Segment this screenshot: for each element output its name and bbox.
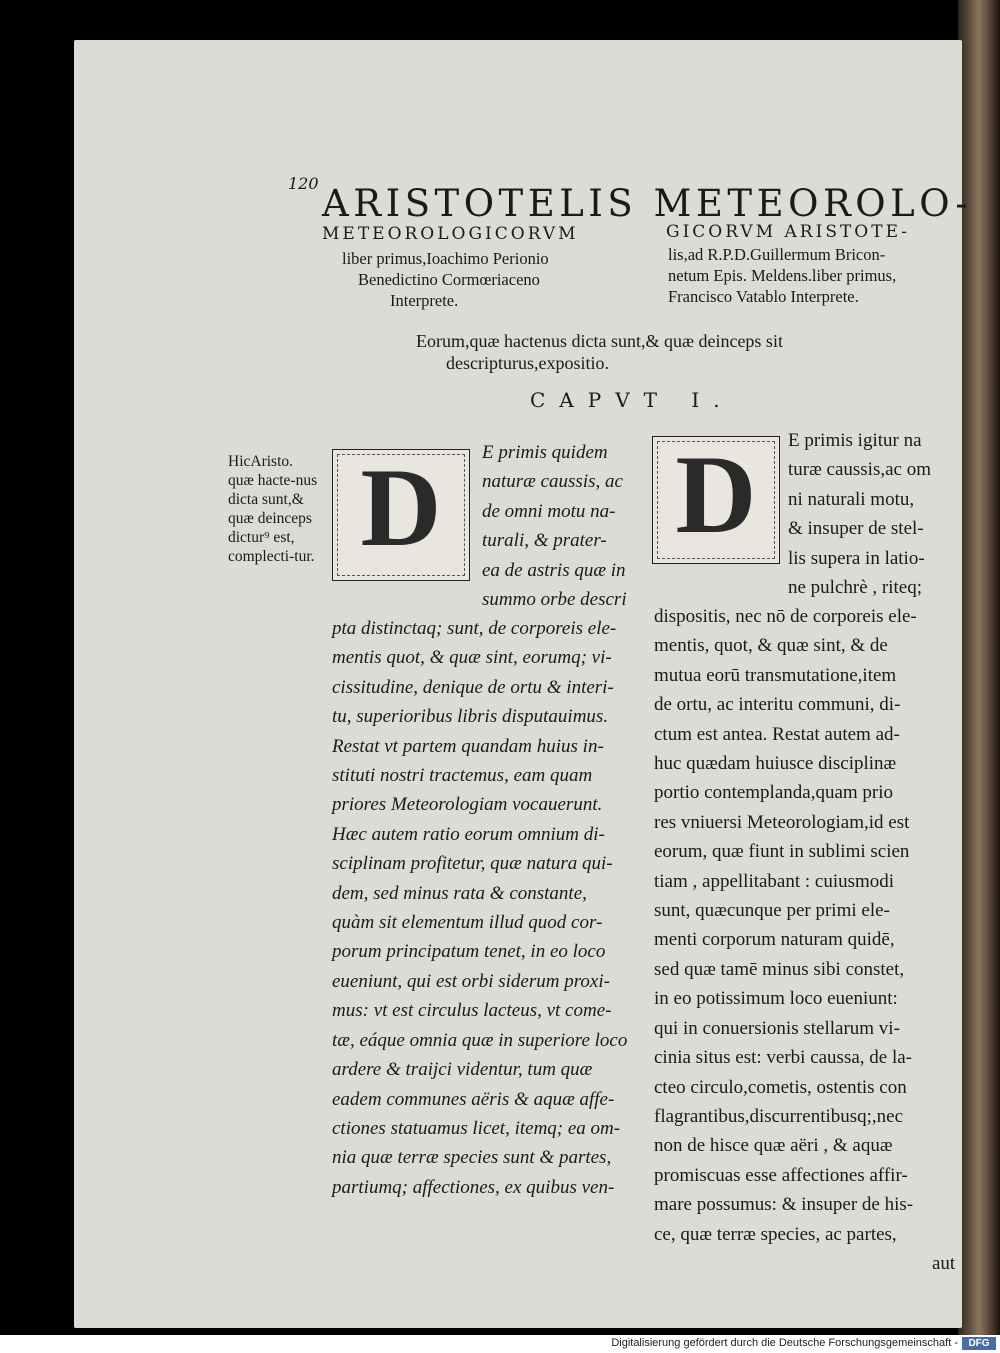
text-line: ne pulchrè , riteq; — [788, 577, 923, 599]
left-header-lines — [342, 248, 549, 311]
text-line: sciplinam profitetur, quæ natura qui- — [332, 853, 613, 875]
text-line: de omni motu na- — [482, 500, 616, 522]
text-line: turæ caussis,ac om — [788, 459, 932, 481]
initial-letter: D — [360, 446, 442, 570]
text-line: ce, quæ terræ species, ac partes, — [654, 1223, 897, 1245]
text-line: non de hisce quæ aëri , & aquæ — [654, 1135, 893, 1157]
text-line: nia quæ terræ species sunt & partes, — [332, 1147, 612, 1169]
right-column-top — [788, 426, 931, 602]
left-header-line: liber primus,Ioachimo Perionio — [342, 249, 549, 268]
text-line: mutua eorū transmutatione,item — [654, 664, 897, 686]
text-line: menti corporum naturam quidē, — [654, 929, 895, 951]
text-line: res vniuersi Meteorologiam,id est — [654, 811, 910, 833]
text-line: Restat vt partem quandam huius in- — [332, 735, 604, 757]
text-line: dem, sed minus rata & constante, — [332, 882, 587, 904]
right-header-line: netum Epis. Meldens.liber primus, — [668, 266, 897, 285]
text-line: eueniunt, qui est orbi siderum proxi- — [332, 970, 610, 992]
text-line: mentis quot, & quæ sint, eorumq; vi- — [332, 647, 612, 669]
text-line: mentis, quot, & quæ sint, & de — [654, 635, 888, 657]
right-header-lines — [668, 244, 896, 307]
text-line: ni naturali motu, — [788, 488, 915, 510]
summary-line: Eorum,quæ hactenus dicta sunt,& quæ deinceps sit — [416, 331, 783, 351]
text-line: mare possumus: & insuper de his- — [654, 1194, 914, 1216]
text-line: huc quædam huiusce disciplinæ — [654, 753, 897, 775]
text-line: de ortu, ac interitu communi, di- — [654, 694, 901, 716]
dfg-logo: DFG — [962, 1337, 996, 1350]
text-line: partiumq; affectiones, ex quibus ven- — [332, 1176, 615, 1198]
text-line: ctiones statuamus licet, itemq; ea om- — [332, 1117, 621, 1139]
text-line: E primis igitur na — [788, 430, 922, 451]
left-column-body — [332, 614, 627, 1202]
text-line: cteo circulo,cometis, ostentis con — [654, 1076, 907, 1098]
text-line: ardere & traijci videntur, tum quæ — [332, 1059, 593, 1081]
summary-line: descripturus,expositio. — [446, 353, 609, 373]
text-line: portio contemplanda,quam prio — [654, 782, 894, 804]
text-line: pta distinctaq; sunt, de corporeis ele- — [332, 618, 617, 639]
text-line: quàm sit elementum illud quod cor- — [332, 912, 603, 934]
text-line: ea de astris quæ in — [482, 559, 626, 581]
text-line: flagrantibus,discurrentibusq;,nec — [654, 1105, 904, 1127]
footer-bar — [0, 1335, 1000, 1353]
book-page — [74, 40, 973, 1328]
text-line: eadem communes aëris & aquæ affe- — [332, 1088, 615, 1110]
text-line: mus: vt est circulus lacteus, vt come- — [332, 1000, 612, 1022]
page-number: 120 — [288, 174, 319, 193]
initial-letter: D — [675, 433, 757, 557]
text-line: ctum est antea. Restat autem ad- — [654, 723, 900, 745]
right-column-body — [654, 602, 955, 1278]
text-line: cissitudine, denique de ortu & interi- — [332, 676, 614, 698]
text-line: promiscuas esse affectiones affir- — [654, 1164, 908, 1186]
text-line: cinia situs est: verbi caussa, de la- — [654, 1047, 913, 1069]
text-line: eorum, quæ fiunt in sublimi scien — [654, 841, 910, 863]
text-line: sunt, quæcunque per primi ele- — [654, 900, 890, 922]
left-column-top — [482, 438, 627, 614]
text-line: tæ, eáque omnia quæ in superiore loco — [332, 1029, 628, 1051]
text-line: summo orbe descri — [482, 589, 627, 611]
text-line: E primis quidem — [482, 442, 608, 463]
text-line: turali, & prater- — [482, 530, 607, 552]
text-line: dispositis, nec nō de corporeis ele- — [654, 606, 917, 627]
text-line: qui in conuersionis stellarum vi- — [654, 1017, 900, 1039]
right-header-line: Francisco Vatablo Interprete. — [668, 287, 859, 306]
main-title: ARISTOTELIS METEOROLO- — [322, 182, 973, 225]
footer-credit: Digitalisierung gefördert durch die Deutsche Forschungsgemeinschaft - — [611, 1337, 958, 1349]
left-header-line: Interprete. — [390, 291, 459, 310]
text-line: porum principatum tenet, in eo loco — [332, 941, 606, 963]
text-line: priores Meteorologiam vocauerunt. — [332, 794, 603, 816]
left-header-title: METEOROLOGICORVM — [322, 224, 579, 244]
left-header-line: Benedictino Cormœriaceno — [358, 270, 540, 289]
decorated-initial-left — [332, 446, 470, 581]
catchword: aut — [932, 1252, 956, 1274]
margin-note: HicAristo. quæ hacte-nus dicta sunt,& quæ deinceps dictur⁹ est, complecti-tur. — [228, 453, 318, 565]
chapter-heading: CAPVT I. — [530, 388, 734, 412]
text-line: in eo potissimum loco eueniunt: — [654, 988, 898, 1010]
text-line: Hæc autem ratio eorum omnium di- — [332, 823, 605, 845]
text-line: lis supera in latio- — [788, 547, 925, 569]
text-line: sed quæ tamē minus sibi constet, — [654, 958, 905, 980]
text-line: tu, superioribus libris disputauimus. — [332, 706, 609, 728]
right-header-title: GICORVM ARISTOTE- — [666, 222, 911, 242]
decorated-initial-right — [652, 433, 780, 564]
text-line: tiam , appellitabant : cuiusmodi — [654, 870, 895, 892]
text-line: & insuper de stel- — [788, 518, 924, 540]
right-header-line: lis,ad R.P.D.Guillermum Bricon- — [668, 245, 886, 264]
text-line: naturæ caussis, ac — [482, 471, 623, 493]
chapter-summary — [416, 330, 783, 374]
text-line: stituti nostri tractemus, eam quam — [332, 765, 593, 787]
